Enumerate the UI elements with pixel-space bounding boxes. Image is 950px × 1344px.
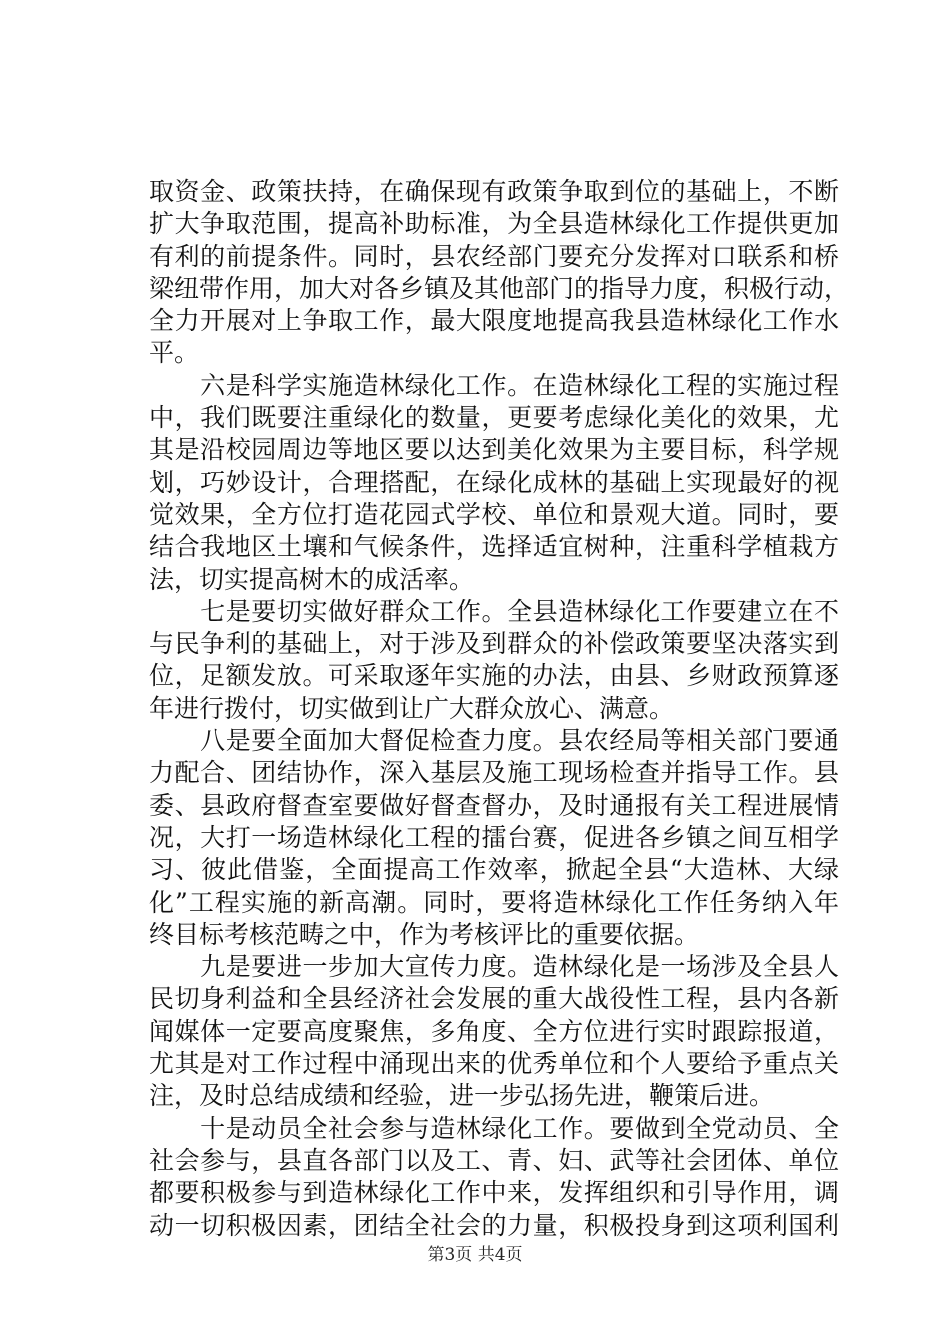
- text-line: 都要积极参与到造林绿化工作中来，发挥组织和引导作用，调: [149, 1178, 839, 1208]
- text-line: 力配合、团结协作，深入基层及施工现场检查并指导工作。县: [149, 758, 839, 788]
- text-line: 委、县政府督查室要做好督查督办，及时通报有关工程进展情: [149, 790, 839, 820]
- text-line: 年进行拨付，切实做到让广大群众放心、满意。: [149, 693, 675, 723]
- text-line: 闻媒体一定要高度聚焦，多角度、全方位进行实时跟踪报道，: [149, 1016, 839, 1046]
- page-footer: 第3页 共4页: [427, 1245, 523, 1265]
- text-line: 尤其是对工作过程中涌现出来的优秀单位和个人要给予重点关: [149, 1049, 839, 1079]
- text-line: 况，大打一场造林绿化工程的擂台赛，促进各乡镇之间互相学: [149, 822, 839, 852]
- text-line: 法，切实提高树木的成活率。: [149, 564, 475, 594]
- text-line: 九是要进一步加大宣传力度。造林绿化是一场涉及全县人: [149, 952, 839, 982]
- document-body: [149, 176, 850, 1242]
- text-line: 与民争利的基础上，对于涉及到群众的补偿政策要坚决落实到: [149, 629, 839, 659]
- text-line: 习、彼此借鉴，全面提高工作效率，掀起全县“大造林、大绿: [149, 855, 839, 885]
- text-line: 六是科学实施造林绿化工作。在造林绿化工程的实施过程: [149, 370, 839, 400]
- text-line: 取资金、政策扶持，在确保现有政策争取到位的基础上，不断: [149, 177, 839, 206]
- text-line: 梁纽带作用，加大对各乡镇及其他部门的指导力度，积极行动，: [149, 273, 850, 303]
- text-line: 社会参与，县直各部门以及工、青、妇、武等社会团体、单位: [149, 1145, 839, 1175]
- text-line: 平。: [149, 338, 200, 368]
- text-line: 其是沿校园周边等地区要以达到美化效果为主要目标，科学规: [149, 435, 839, 465]
- text-line: 七是要切实做好群众工作。全县造林绿化工作要建立在不: [149, 596, 839, 626]
- text-line: 注，及时总结成绩和经验，进一步弘扬先进，鞭策后进。: [149, 1081, 775, 1111]
- text-line: 民切身利益和全县经济社会发展的重大战役性工程，县内各新: [149, 984, 839, 1014]
- text-line: 有利的前提条件。同时，县农经部门要充分发挥对口联系和桥: [149, 241, 839, 271]
- text-line: 结合我地区土壤和气候条件，选择适宜树种，注重科学植栽方: [149, 532, 839, 562]
- text-line: 动一切积极因素，团结全社会的力量，积极投身到这项利国利: [149, 1210, 839, 1240]
- text-line: 化”工程实施的新高潮。同时，要将造林绿化工作任务纳入年: [149, 887, 839, 917]
- text-line: 觉效果，全方位打造花园式学校、单位和景观大道。同时，要: [149, 499, 839, 529]
- text-line: 中，我们既要注重绿化的数量，更要考虑绿化美化的效果，尤: [149, 403, 839, 433]
- text-line: 位，足额发放。可采取逐年实施的办法，由县、乡财政预算逐: [149, 661, 839, 691]
- text-line: 十是动员全社会参与造林绿化工作。要做到全党动员、全: [149, 1113, 839, 1143]
- text-line: 扩大争取范围，提高补助标准，为全县造林绿化工作提供更加: [149, 209, 839, 239]
- text-line: 全力开展对上争取工作，最大限度地提高我县造林绿化工作水: [149, 306, 839, 336]
- text-line: 八是要全面加大督促检查力度。县农经局等相关部门要通: [149, 726, 839, 756]
- text-line: 划，巧妙设计，合理搭配，在绿化成林的基础上实现最好的视: [149, 467, 839, 497]
- text-line: 终目标考核范畴之中，作为考核评比的重要依据。: [149, 919, 700, 949]
